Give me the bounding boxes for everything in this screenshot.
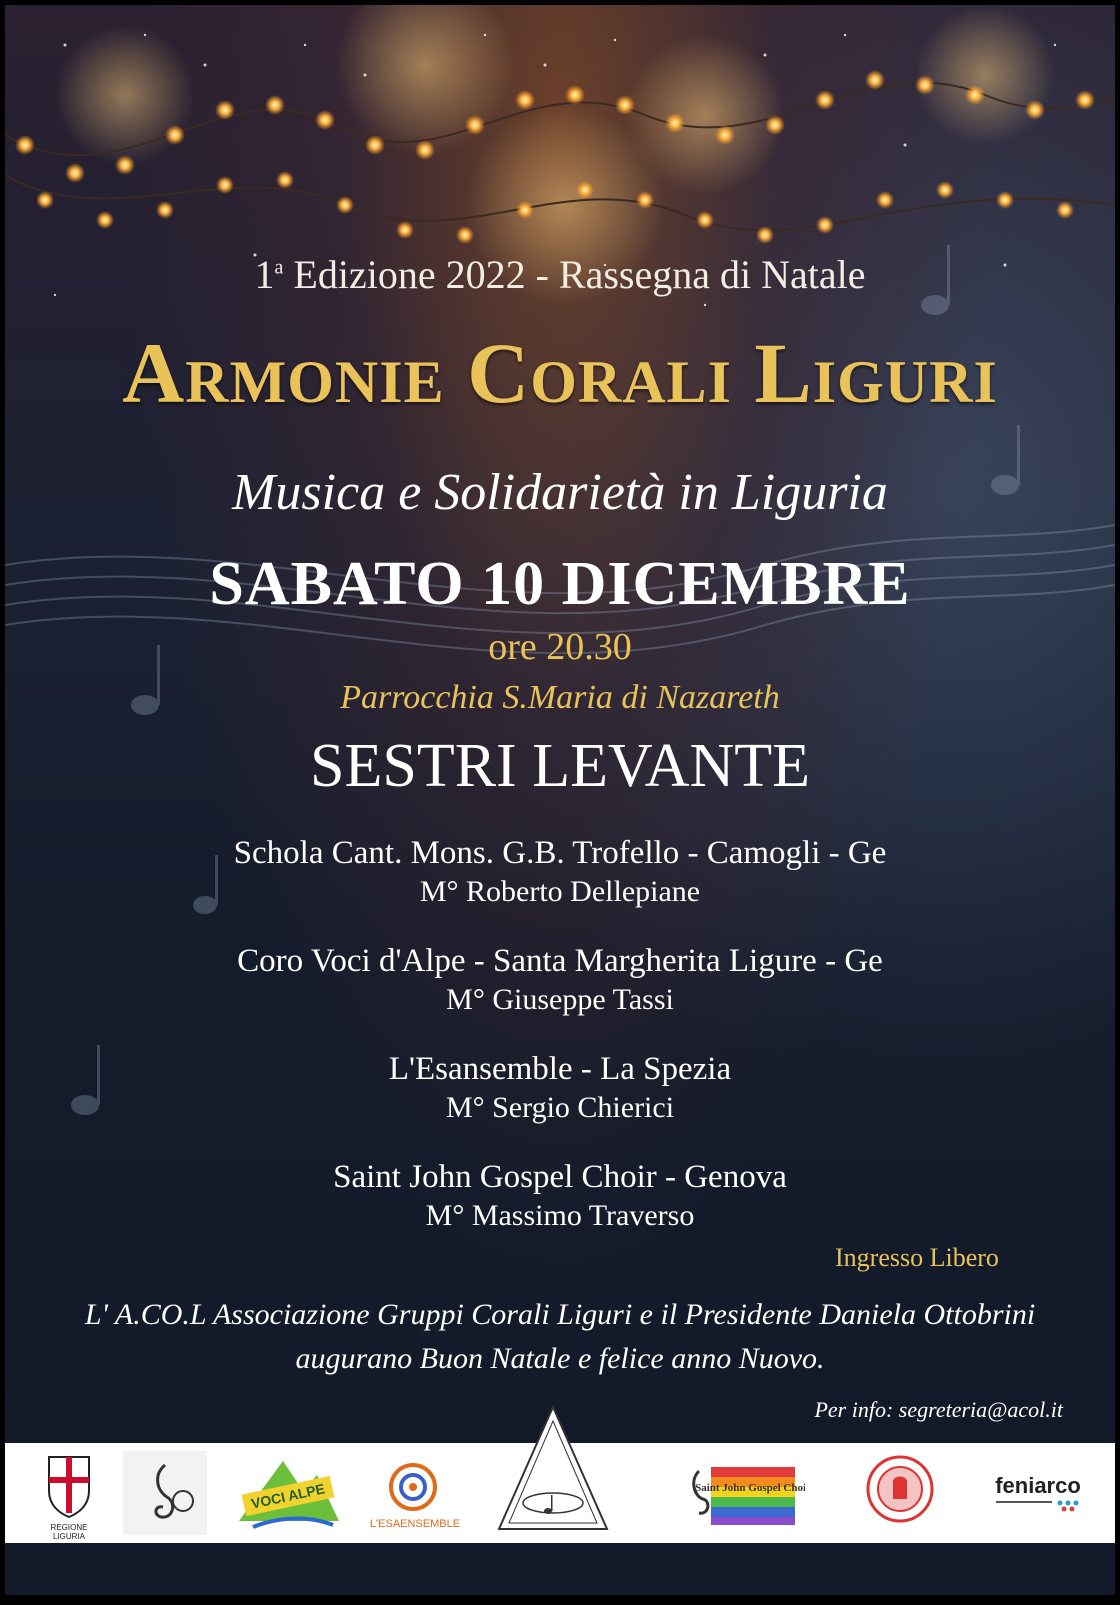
round-badge-icon (865, 1451, 935, 1535)
wishes-line-2: augurano Buon Natale e felice anno Nuovo. (295, 1342, 825, 1375)
event-date: SABATO 10 DICEMBRE (209, 550, 911, 618)
spiral-sun-icon (365, 1451, 465, 1535)
choir-director: M° Roberto Dellepiane (419, 875, 701, 908)
coralisenie-logo (865, 1451, 935, 1535)
feniarco-text: feniarco (995, 1473, 1081, 1498)
choir-item (5, 1049, 1115, 1127)
rainbow-choir-icon (685, 1451, 805, 1535)
choir-list (5, 833, 1115, 1265)
event-venue: Parrocchia S.Maria di Nazareth (340, 679, 780, 716)
voci-alpe-logo (233, 1451, 343, 1535)
choir-item (5, 833, 1115, 911)
treble-clef-icon (123, 1451, 207, 1535)
edition-line (5, 251, 1115, 298)
event-time: ore 20.30 (488, 626, 632, 668)
schola-cantorum-logo (123, 1451, 207, 1535)
mountain-icon (233, 1451, 343, 1535)
edition-number: 1 (254, 252, 275, 297)
esansemble-logo (365, 1451, 465, 1535)
event-city: SESTRI LEVANTE (309, 732, 811, 800)
voci-alpe-text: VOCI ALPE (249, 1480, 327, 1512)
regione-liguria-logo (39, 1451, 99, 1541)
free-entry-note: Ingresso Libero (835, 1243, 999, 1272)
saint-john-gospel-logo (685, 1451, 805, 1535)
edition-superscript: a (274, 256, 284, 279)
choir-director: M° Giuseppe Tassi (446, 983, 674, 1016)
choir-director: M° Massimo Traverso (425, 1199, 695, 1232)
choir-item (5, 941, 1115, 1019)
esansemble-text: L'ESAENSEMBLE (369, 1518, 461, 1530)
liguria-crest-icon (39, 1451, 99, 1519)
sponsor-logos (5, 1443, 1115, 1543)
gospel-text: Saint John Gospel Choir (695, 1482, 805, 1494)
choir-name: Saint John Gospel Choir - Genova (333, 1159, 787, 1195)
regione-liguria-label: REGIONE LIGURIA (50, 1523, 88, 1541)
edition-text: Edizione 2022 - Rassegna di Natale (283, 252, 866, 297)
choir-name: Coro Voci d'Alpe - Santa Margherita Ligure - Ge (237, 943, 883, 979)
pyramid-icon (493, 1403, 613, 1535)
bottom-band (5, 1543, 1115, 1595)
contact-info: Per info: segreteria@acol.it (814, 1397, 1063, 1422)
choir-director: M° Sergio Chierici (445, 1091, 675, 1124)
holiday-wishes (5, 1293, 1115, 1381)
event-title: Armonie Corali Liguri (122, 325, 998, 421)
event-subtitle: Musica e Solidarietà in Liguria (232, 464, 888, 521)
choir-name: Schola Cant. Mons. G.B. Trofello - Camogli - Ge (233, 835, 887, 871)
choir-name: L'Esansemble - La Spezia (388, 1051, 732, 1087)
feniarco-logo (990, 1451, 1090, 1535)
choir-item (5, 1157, 1115, 1235)
feniarco-wordmark-icon (990, 1451, 1090, 1535)
wishes-line-1: L' A.CO.L Associazione Gruppi Corali Liguri e il Presidente Daniela Ottobrini (84, 1298, 1036, 1331)
acol-logo (493, 1403, 613, 1535)
poster (5, 5, 1115, 1595)
